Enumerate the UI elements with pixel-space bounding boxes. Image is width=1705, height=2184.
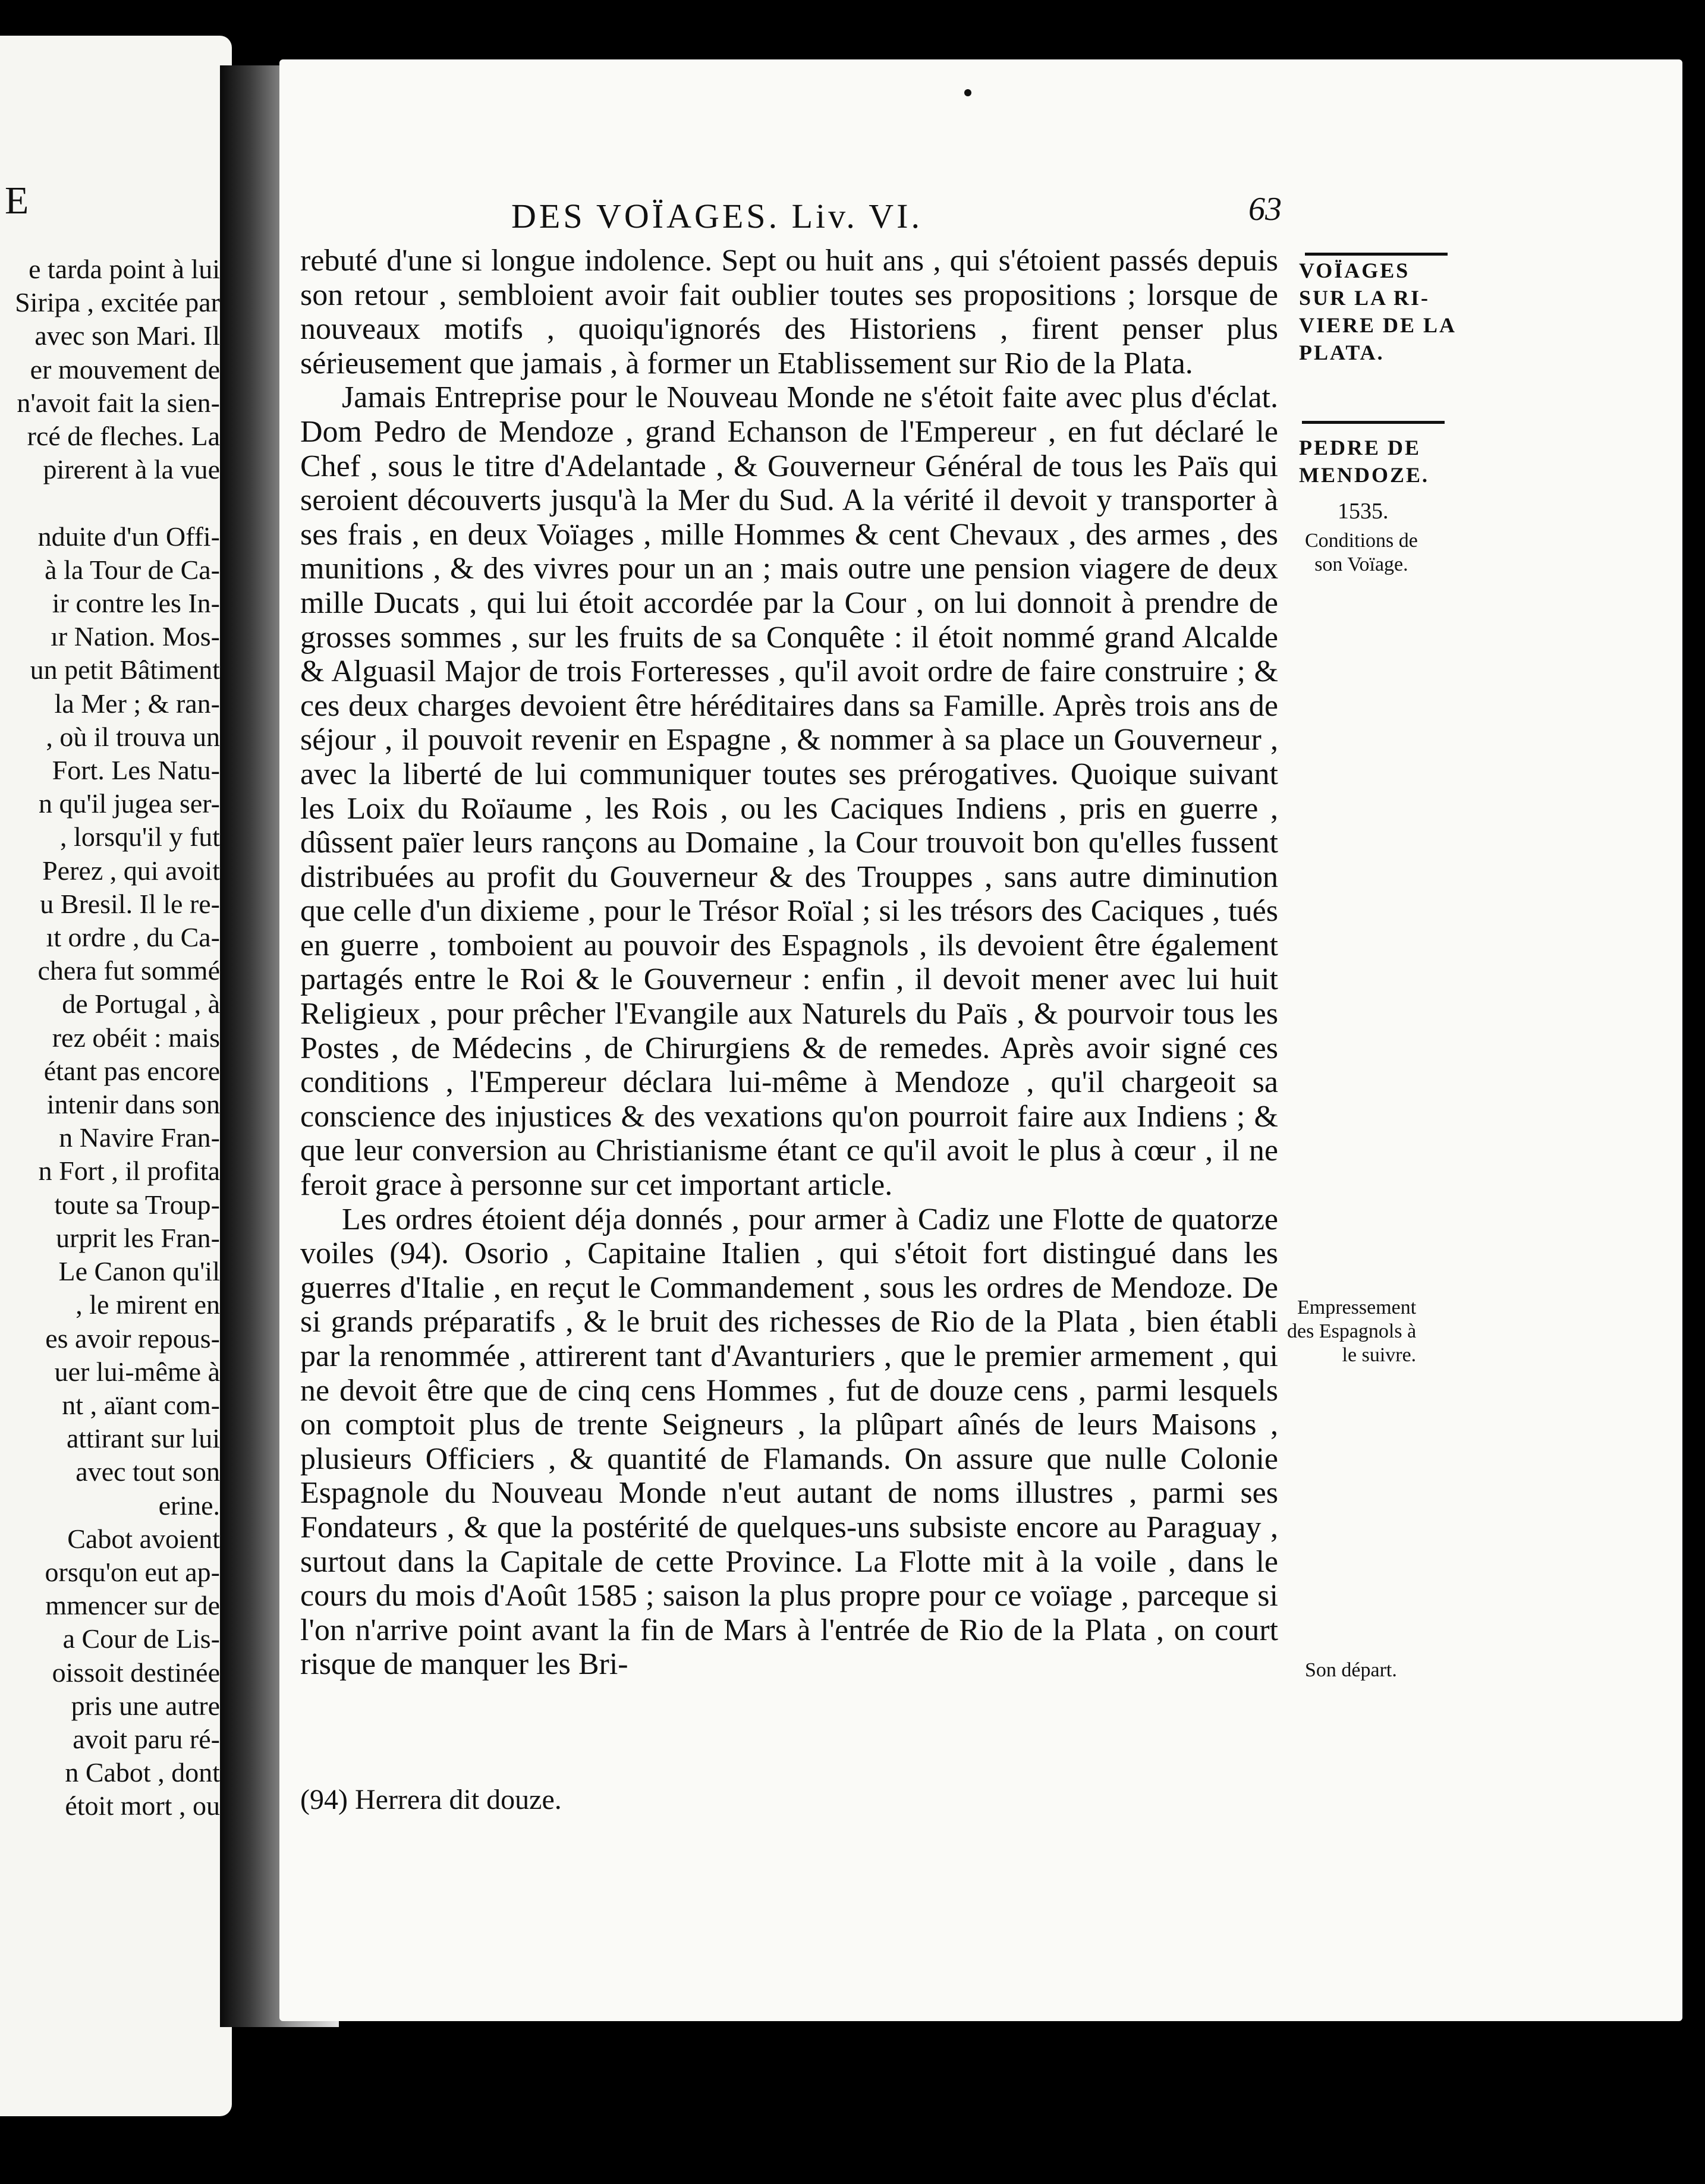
left-page-line: pris une autre — [71, 1690, 220, 1721]
left-page-line: étant pas encore — [43, 1055, 220, 1086]
left-page-line: pirerent à la vue — [43, 454, 220, 485]
left-page-line: Perez , qui avoit — [42, 855, 220, 886]
left-page-line: avec son Mari. Il — [34, 320, 220, 351]
left-page-line: ır Nation. Mos- — [51, 621, 220, 652]
margin-rule-top — [1305, 253, 1448, 256]
left-page-line: u Bresil. Il le re- — [40, 888, 220, 919]
left-page-line: ir contre les In- — [52, 588, 220, 619]
margin-rule-second — [1302, 421, 1445, 424]
left-page-line: rcé de fleches. La — [27, 421, 220, 452]
left-page-line: n Navire Fran- — [59, 1122, 220, 1153]
left-page-line: à la Tour de Ca- — [45, 554, 220, 585]
ink-dot — [964, 89, 971, 96]
paragraph-1: rebuté d'une si longue indolence. Sept ou huit ans , qui s'étoient passés depuis son retour , sembloient avoir fait oublier toutes ses propositions ; lorsque de nouveaux motifs , quoiqu'ignorés des Historiens , firent penser plus sérieusement que jamais , à former un Etablissement sur Rio de la Plata. — [300, 244, 1278, 380]
left-page-line: rez obéit : mais — [52, 1022, 220, 1053]
left-page-line: , où il trouva un — [46, 721, 220, 752]
main-text-block — [300, 244, 1278, 1682]
left-page-line: Fort. Les Natu- — [52, 755, 220, 786]
margin-note-year: 1535. — [1338, 499, 1389, 524]
left-page-line: mmencer sur de — [45, 1590, 220, 1621]
margin-note-section: VOÏAGES SUR LA RI- VIERE DE LA PLATA. — [1299, 259, 1457, 364]
left-page-line: n Cabot , dont — [65, 1757, 220, 1788]
page-number: 63 — [1248, 191, 1282, 228]
left-page-line: orsqu'on eut ap- — [45, 1556, 220, 1587]
footnote: (94) Herrera dit douze. — [300, 1784, 562, 1815]
left-page-line: Le Canon qu'il — [58, 1256, 220, 1287]
left-page-line: urprit les Fran- — [56, 1222, 220, 1253]
left-page-line: avec tout son — [76, 1456, 220, 1487]
margin-note-conditions: Conditions de son Voïage. — [1305, 530, 1418, 575]
left-page-line: n qu'il jugea ser- — [39, 788, 220, 819]
running-head: DES VOÏAGES. Liv. VI. — [511, 197, 923, 235]
paragraph-3: Les ordres étoient déja donnés , pour armer à Cadiz une Flotte de quatorze voiles (94). Osorio , Capitaine Italien , qui s'étoit fort distingué dans les guerres d'Italie , en reçut le Commandement , sous les ordres de Mendoze. De si grands préparatifs , & le bruit des richesses de Rio de la Plata , bien établi par la renommée , attirerent tant d'Avanturiers , que le premier armement , qui ne devoit être que de cinq cens Hommes , fut de douze cens , parmi lesquels on comptoit plus de trente Seigneurs , la plûpart aînés de leurs Maisons , plusieurs Officiers , & quantité de Flamands. On assure que nulle Colonie Espagnole du Nouveau Monde n'eut autant de noms illustres , parmi ses Fondateurs , & que la postérité de quelques-uns subsiste encore au Paraguay , surtout dans la Capitale de cette Province. La Flotte mit à la voile , dans le cours du mois d'Août 1585 ; saison la plus propre pour ce voïage , parceque si l'on n'arrive point avant la fin de Mars à l'entrée de Rio de la Plata , on court risque de manquer les Bri- — [300, 1202, 1278, 1682]
left-facing-page — [0, 36, 232, 2116]
left-page-line: , le mirent en — [76, 1289, 220, 1320]
left-page-line: un petit Bâtiment — [30, 654, 220, 685]
left-page-line: e tarda point à lui — [29, 254, 220, 284]
left-page-line: nduite d'un Offi- — [37, 521, 220, 552]
left-page-line: attirant sur lui — [66, 1423, 220, 1454]
left-page-line: de Portugal , à — [62, 989, 220, 1019]
left-page-line: toute sa Troup- — [54, 1189, 220, 1220]
left-page-line: nt , aïant com- — [62, 1389, 220, 1420]
left-page-line — [0, 486, 220, 520]
margin-note-person: PEDRE DE MENDOZE. — [1299, 436, 1430, 487]
left-page-line: étoit mort , ou — [65, 1790, 220, 1821]
left-page-line: a Cour de Lis- — [62, 1623, 220, 1654]
margin-note-departure: Son départ. — [1305, 1659, 1397, 1681]
left-page-line: erine. — [158, 1490, 220, 1521]
left-page-line: Cabot avoient — [67, 1523, 220, 1554]
left-page-line: n'avoit fait la sien- — [17, 387, 220, 418]
left-page-line: avoit paru ré- — [73, 1723, 220, 1754]
left-page-line: es avoir repous- — [45, 1323, 220, 1354]
left-page-line: chera fut sommé — [37, 955, 220, 986]
left-page-line: , lorsqu'il y fut — [60, 822, 220, 852]
left-page-line: uer lui-même à — [54, 1356, 220, 1387]
left-page-line: er mouvement de — [30, 354, 220, 385]
left-page-line: la Mer ; & ran- — [54, 688, 220, 719]
left-page-line: n Fort , il profita — [38, 1156, 220, 1187]
left-page-line: Siripa , excitée par — [15, 287, 220, 318]
paragraph-2: Jamais Entreprise pour le Nouveau Monde ne s'étoit faite avec plus d'éclat. Dom Pedro de Mendoze , grand Echanson de l'Empereur , en fut déclaré le Chef , sous le titre d'Adelantade , & Gouverneur Général de tous les Païs qui seroient découverts jusqu'à la Mer du Sud. A la vérité il devoit y transporter à ses frais , en deux Voïages , mille Hommes & cent Chevaux , des armes , des munitions , & des vivres pour un an ; mais outre une pension viagere de deux mille Ducats , qui lui étoit accordée par la Cour , on lui donnoit à prendre de grosses sommes , sur les fruits de sa Conquête : il étoit nommé grand Alcalde & Alguasil Major de trois Forteresses , qu'il avoit ordre de faire construire ; & ces deux charges devoient être héréditaires dans sa Famille. Après trois ans de séjour , il pouvoit revenir en Espagne , & nommer à sa place un Gouverneur , avec la liberté de lui communiquer toutes ses prérogatives. Quoique suivant les Loix du Roïaume , les Rois , ou les Caciques Indiens , pris en guerre , dûssent païer leurs rançons au Domaine , la Cour trouvoit bon qu'elles fussent distribuées au profit du Gouverneur & des Trouppes , sans autre diminution que celle d'un dixieme , pour le Trésor Roïal ; si les trésors des Caciques , tués en guerre , tomboient au pouvoir des Espagnols , ils devoient être également partagés entre le Roi & le Gouverneur : enfin , il devoit mener avec lui huit Religieux , pour prêcher l'Evangile aux Naturels du Païs , & pourvoir tous les Postes , de Médecins , de Chirurgiens & de remedes. Après avoir signé ces conditions , l'Empereur déclara lui-même à Mendoze , qu'il chargeoit sa conscience des injustices & des vexations qu'on pourroit faire aux Indiens ; & que leur conversion au Christianisme étant ce qu'il avoit le plus à cœur , il ne feroit grace à personne sur cet important article. — [300, 380, 1278, 1203]
left-page-line: ıt ordre , du Ca- — [46, 922, 220, 953]
margin-note-eagerness: Empressement des Espagnols à le suivre. — [1287, 1296, 1417, 1366]
left-page-line: oissoit destinée — [52, 1657, 220, 1688]
left-page-line: intenir dans son — [46, 1089, 220, 1120]
left-page-text-column — [0, 253, 220, 1823]
left-page-header-letter: E — [5, 179, 29, 222]
